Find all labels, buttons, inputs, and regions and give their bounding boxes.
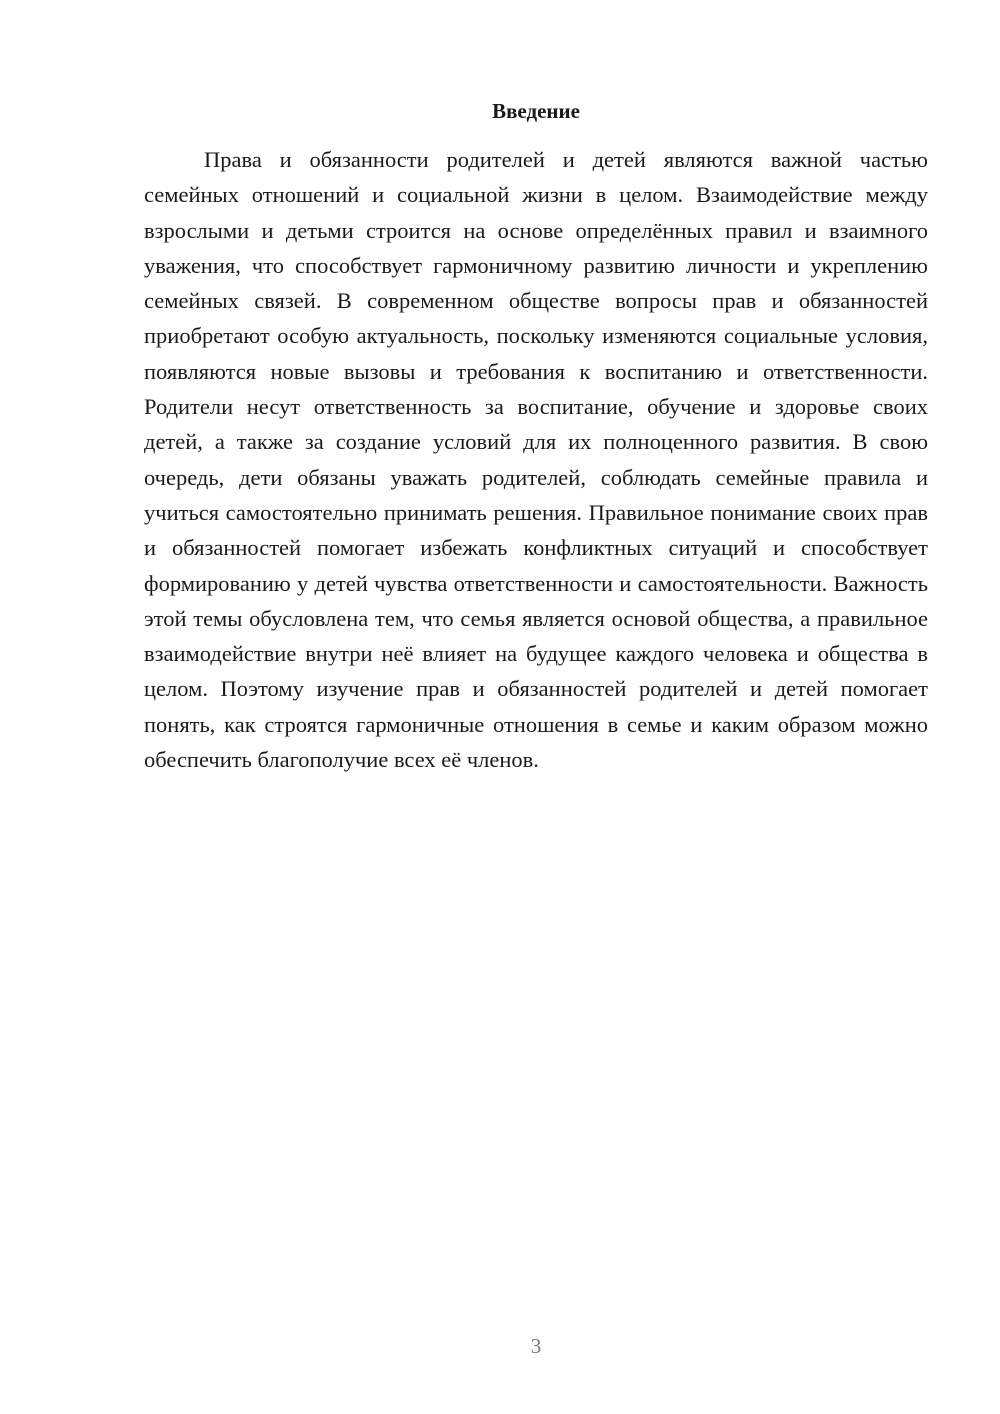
- section-heading: Введение: [492, 99, 580, 123]
- body-paragraph: Права и обязанности родителей и детей являются важной частью семейных отношений и социальной жизни в целом. Взаимодействие между взрослыми и детьми строится на основе определённых правил и взаимного уважения, что способствует гармоничному развитию личности и укреплению семейных связей. В современном обществе вопросы прав и обязанностей приобретают особую актуальность, поскольку изменяются социальные условия, появляются новые вызовы и требования к воспитанию и ответственности. Родители несут ответственность за воспитание, обучение и здоровье своих детей, а также за создание условий для их полноценного развития. В свою очередь, дети обязаны уважать родителей, соблюдать семейные правила и учиться самостоятельно принимать решения. Правильное понимание своих прав и обязанностей помогает избежать конфликтных ситуаций и способствует формированию у детей чувства ответственности и самостоятельности. Важность этой темы обусловлена тем, что семья является основой общества, а правильное взаимодействие внутри неё влияет на будущее каждого человека и общества в целом. Поэтому изучение прав и обязанностей родителей и детей помогает понять, как строятся гармоничные отношения в семье и каким образом можно обеспечить благополучие всех её членов.: [144, 147, 928, 773]
- page-number: 3: [530, 1334, 542, 1358]
